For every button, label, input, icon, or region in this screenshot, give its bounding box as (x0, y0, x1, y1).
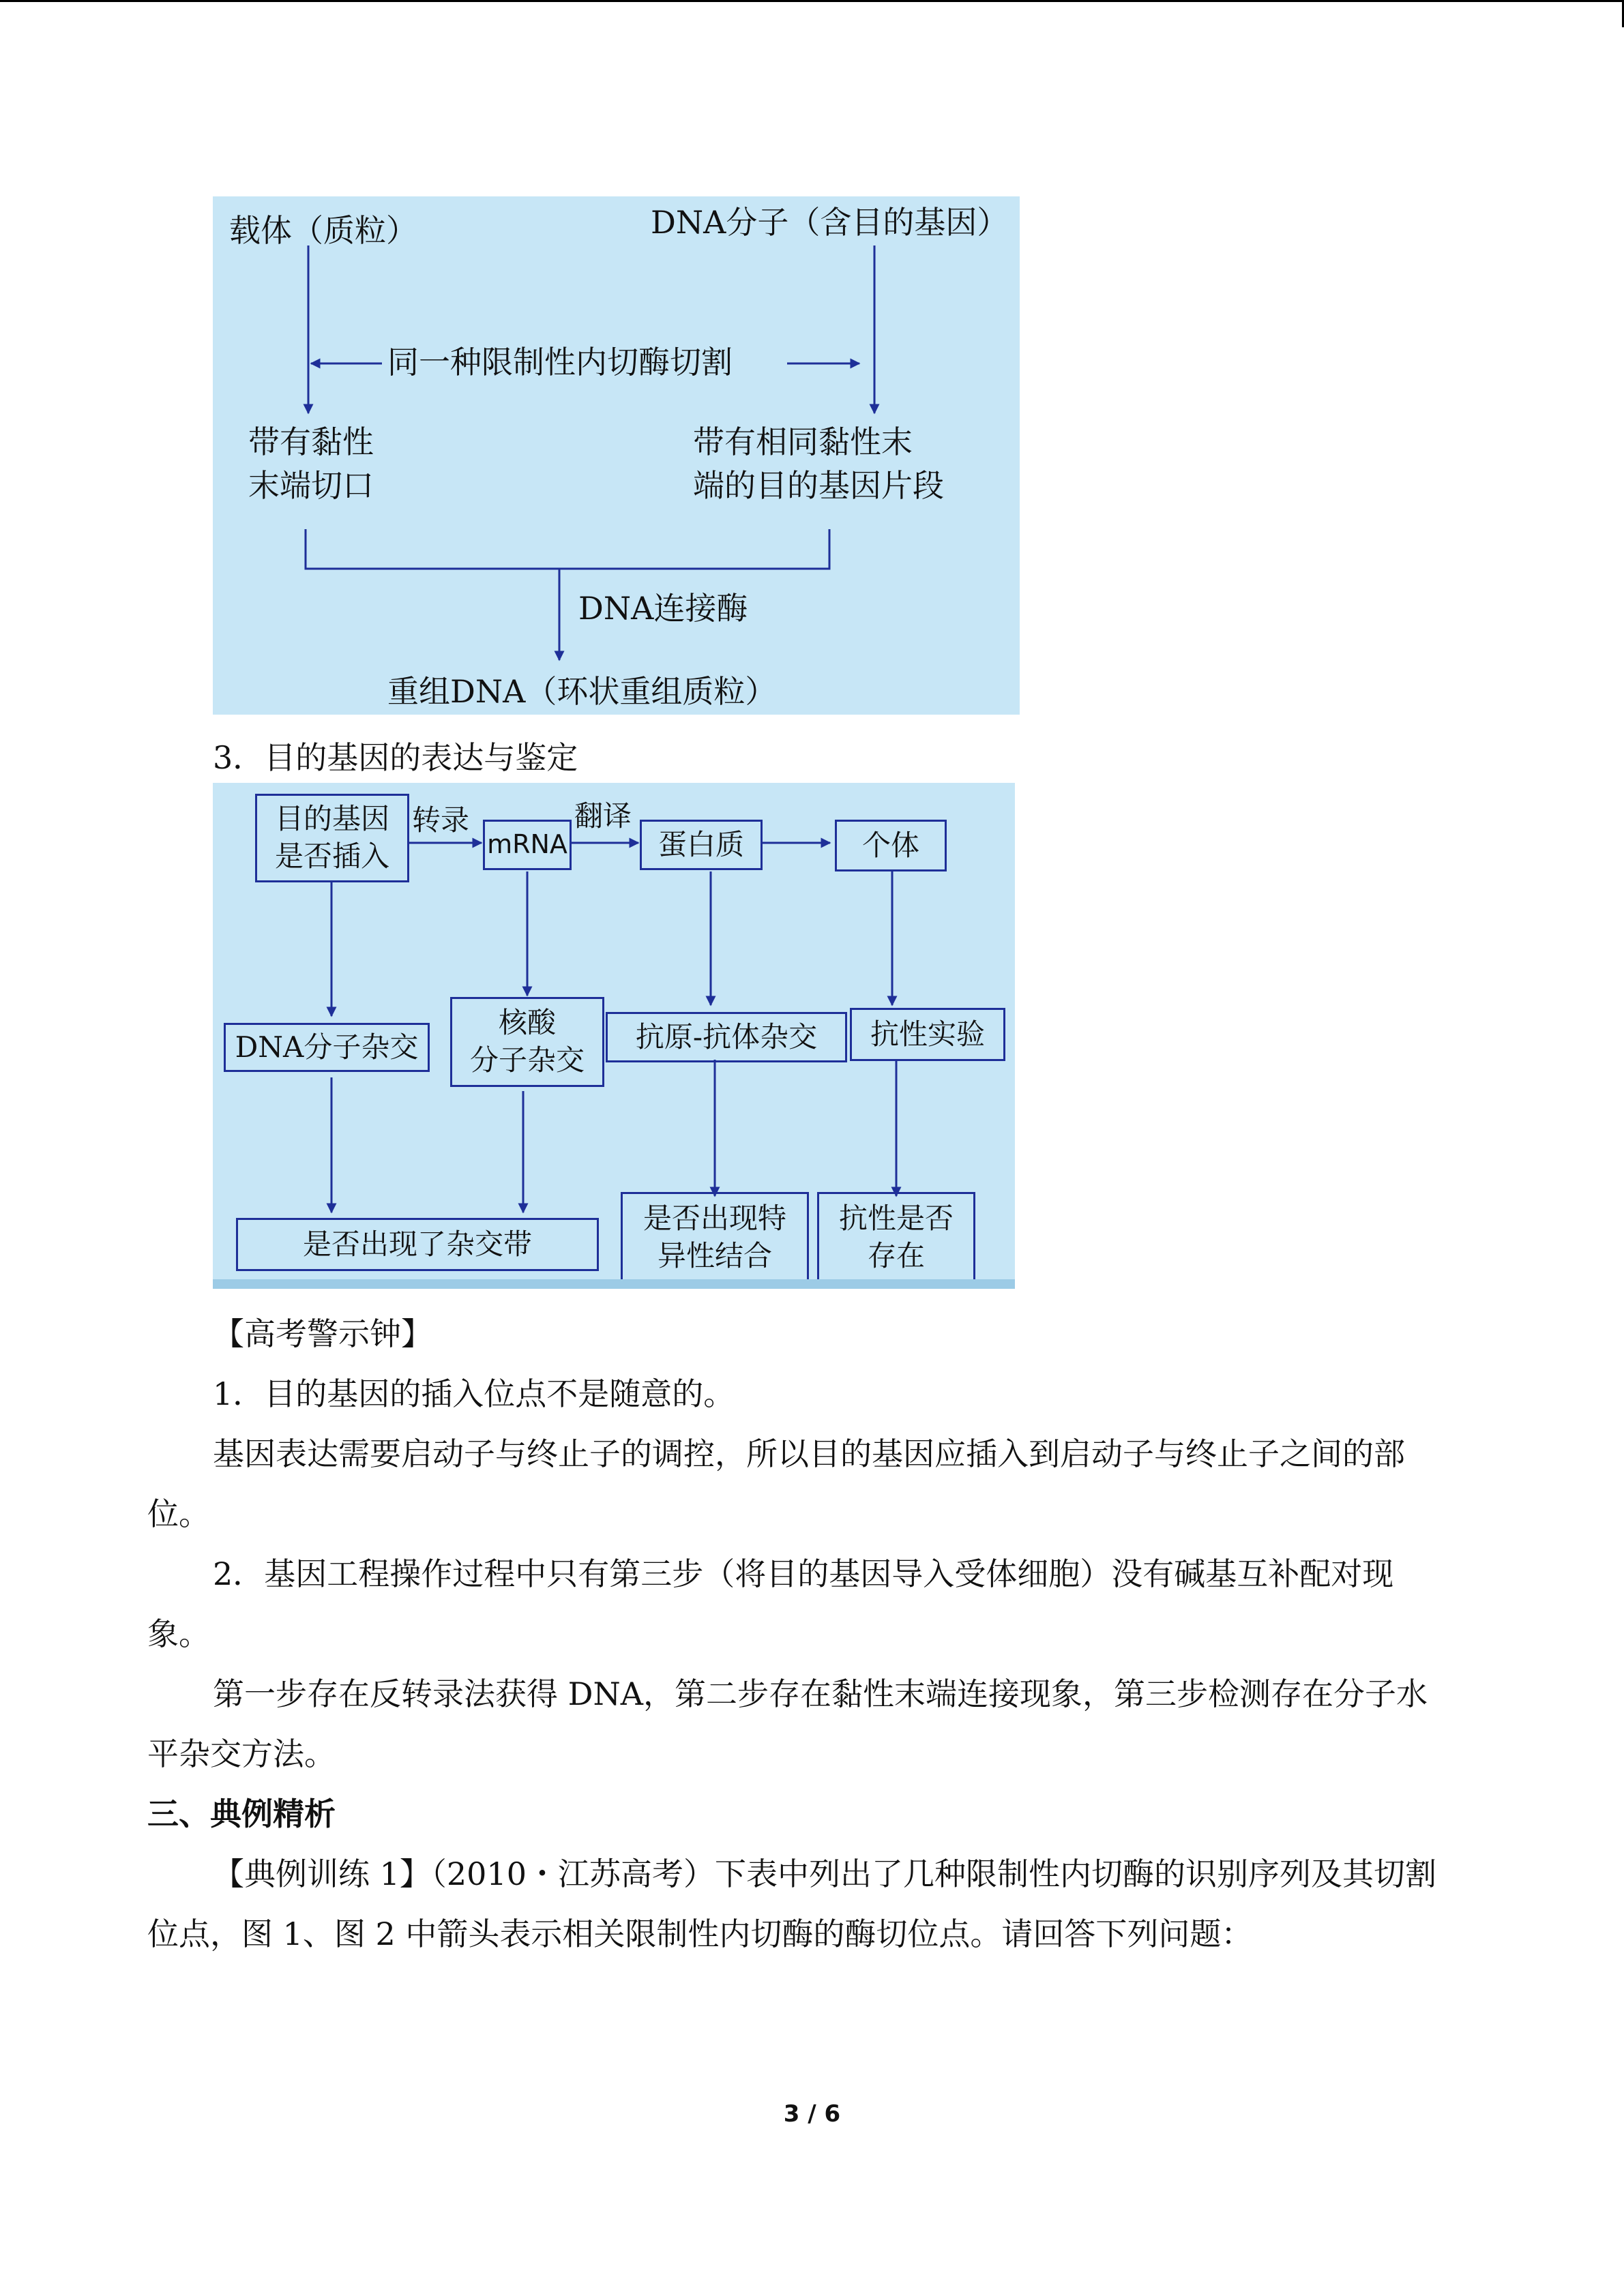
individual-box: 个体 (835, 820, 947, 871)
paragraph-2-line1: 基因表达需要启动子与终止子的调控，所以目的基因应插入到启动子与终止子之间的部 (213, 1435, 1405, 1472)
section-heading-expression: 3．目的基因的表达与鉴定 (213, 739, 578, 776)
point-2-line1: 2．基因工程操作过程中只有第三步（将目的基因导入受体细胞）没有碱基互补配对现 (213, 1555, 1394, 1592)
specific-binding-line2: 异性结合 (657, 1239, 772, 1272)
point-1: 1．目的基因的插入位点不是随意的。 (213, 1375, 735, 1412)
example-1-line1: 【典例训练 1】（2010・江苏高考）下表中列出了几种限制性内切酶的识别序列及其切割 (213, 1855, 1436, 1892)
nucleic-hybrid-line1: 核酸 (498, 1006, 556, 1040)
example-1-line2: 位点，图 1、图 2 中箭头表示相关限制性内切酶的酶切位点。请回答下列问题： (147, 1915, 1253, 1952)
gene-inserted-line2: 是否插入 (274, 839, 389, 873)
recombinant-dna-diagram (213, 196, 1020, 715)
specific-binding-box (621, 1192, 809, 1283)
resistance-exists-line1: 抗性是否 (838, 1202, 954, 1236)
protein-box: 蛋白质 (640, 820, 763, 870)
gene-inserted-line1: 目的基因 (274, 802, 389, 836)
figure-bottom-bar (213, 1279, 1015, 1289)
gene-fragment-line2: 端的目的基因片段 (693, 467, 944, 504)
paragraph-4-line2: 平杂交方法。 (147, 1735, 336, 1772)
enzyme-cut-label: 同一种限制性内切酶切割 (387, 344, 733, 381)
nucleic-acid-hybridization-box (450, 997, 604, 1087)
paragraph-2-line2: 位。 (147, 1495, 210, 1532)
dna-molecule-label: DNA分子（含目的基因） (651, 204, 1009, 241)
page-number: 3 / 6 (783, 2100, 841, 2128)
point-2-line2: 象。 (147, 1615, 210, 1652)
gene-expression-diagram (213, 783, 1015, 1289)
section-heading-examples: 三、典例精析 (147, 1795, 336, 1832)
dna-ligase-label: DNA连接酶 (578, 590, 748, 627)
resistance-test-box: 抗性实验 (850, 1008, 1005, 1061)
paragraph-4-line1: 第一步存在反转录法获得 DNA，第二步存在黏性末端连接现象，第三步检测存在分子水 (213, 1675, 1428, 1712)
resistance-exists-line2: 存在 (867, 1239, 925, 1272)
resistance-exists-box (817, 1192, 975, 1283)
specific-binding-line1: 是否出现特 (643, 1202, 786, 1236)
vector-sticky-end-line1: 带有黏性 (248, 423, 374, 460)
dna-hybridization-box: DNA分子杂交 (224, 1023, 430, 1072)
top-border (0, 0, 1624, 2)
vector-sticky-end-line2: 末端切口 (248, 467, 374, 504)
translation-label: 翻译 (574, 799, 632, 833)
recombinant-dna-label: 重组DNA（环状重组质粒） (387, 673, 777, 710)
gene-fragment-line1: 带有相同黏性末 (693, 423, 913, 460)
hybrid-band-box: 是否出现了杂交带 (236, 1218, 599, 1271)
antigen-antibody-box: 抗原-抗体杂交 (606, 1012, 847, 1062)
transcription-label: 转录 (412, 803, 470, 837)
gene-inserted-box (255, 794, 409, 882)
nucleic-hybrid-line2: 分子杂交 (469, 1043, 585, 1077)
vector-label: 载体（质粒） (229, 212, 417, 249)
exam-warning-heading: 【高考警示钟】 (213, 1315, 432, 1352)
mrna-box: mRNA (483, 820, 572, 870)
